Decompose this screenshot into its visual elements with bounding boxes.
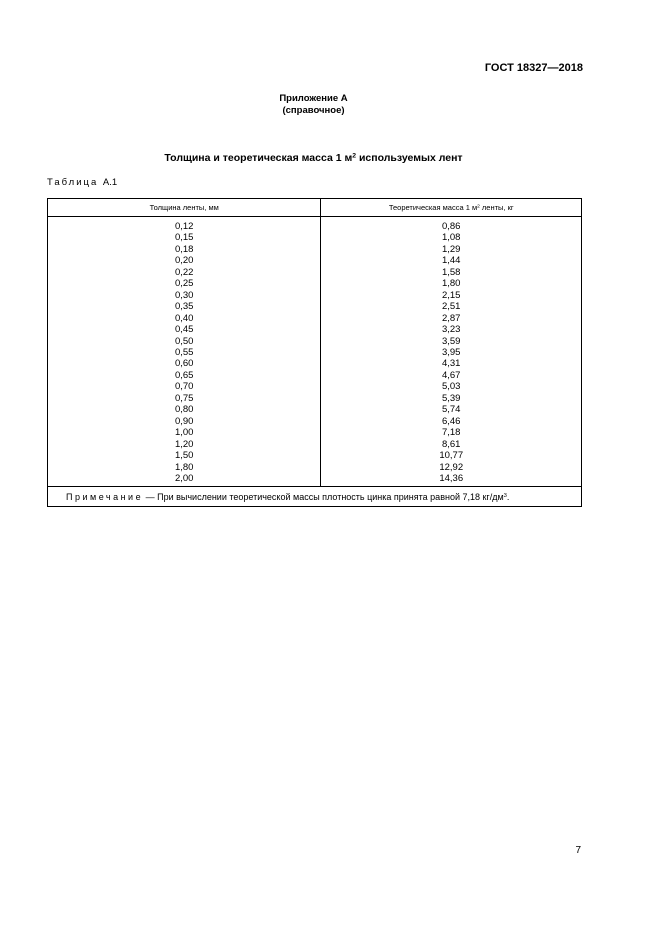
header-thickness: Толщина ленты, мм [48,199,321,217]
table-row [48,232,582,243]
section-title-text: Толщина и теоретическая масса 1 м [164,152,353,164]
thickness-cell: 0,90 [48,416,321,427]
mass-cell: 3,95 [321,347,582,358]
thickness-cell: 0,75 [48,393,321,404]
thickness-cell: 0,15 [48,232,321,243]
thickness-cell: 1,00 [48,427,321,438]
table-row [48,358,582,369]
thickness-cell: 0,45 [48,324,321,335]
table-row [48,347,582,358]
table-row [48,244,582,255]
note-label: Примечание [66,491,144,502]
thickness-cell: 0,25 [48,278,321,289]
table-body [48,217,582,487]
mass-cell: 6,46 [321,416,582,427]
table-row [48,217,582,233]
mass-cell: 12,92 [321,462,582,473]
thickness-cell: 0,50 [48,336,321,347]
table-row [48,473,582,487]
thickness-cell: 0,12 [48,217,321,233]
thickness-cell: 0,35 [48,301,321,312]
mass-cell: 5,74 [321,404,582,415]
mass-cell: 2,15 [321,290,582,301]
mass-cell: 1,29 [321,244,582,255]
table-row [48,439,582,450]
appendix-subtitle: (справочное) [282,105,345,116]
mass-cell: 0,86 [321,217,582,233]
section-title-superscript: 2 [352,152,357,160]
thickness-mass-table [47,198,582,507]
table-row [48,370,582,381]
table-row [48,450,582,461]
mass-cell: 1,58 [321,267,582,278]
table-row [48,324,582,335]
appendix-title: Приложение А [279,93,348,104]
thickness-cell: 0,40 [48,313,321,324]
thickness-cell: 0,65 [48,370,321,381]
thickness-cell: 0,22 [48,267,321,278]
thickness-cell: 2,00 [48,473,321,487]
mass-cell: 14,36 [321,473,582,487]
mass-cell: 8,61 [321,439,582,450]
header-mass-suffix: ленты, кг [479,203,514,212]
header-mass-text: Теоретическая масса 1 м [388,203,478,212]
mass-cell: 1,08 [321,232,582,243]
thickness-cell: 0,60 [48,358,321,369]
table-caption-word: Таблица [47,177,99,188]
mass-cell: 7,18 [321,427,582,438]
thickness-cell: 0,20 [48,255,321,266]
table-row [48,255,582,266]
table-row [48,336,582,347]
mass-cell: 1,44 [321,255,582,266]
mass-cell: 10,77 [321,450,582,461]
thickness-cell: 0,55 [48,347,321,358]
table-row [48,381,582,392]
thickness-cell: 1,80 [48,462,321,473]
table-row [48,313,582,324]
section-title-suffix: используемых лент [356,152,463,164]
mass-cell: 2,87 [321,313,582,324]
mass-cell: 4,67 [321,370,582,381]
section-title [0,152,627,164]
mass-cell: 5,39 [321,393,582,404]
thickness-cell: 1,50 [48,450,321,461]
table-header-row [48,199,582,217]
page-number: 7 [575,845,581,856]
table-caption-number: А.1 [102,177,118,188]
table-row [48,416,582,427]
table-note-row [48,487,582,507]
table-row [48,290,582,301]
mass-cell: 2,51 [321,301,582,312]
header-mass [321,199,582,217]
mass-cell: 1,80 [321,278,582,289]
table-note [48,487,582,507]
mass-cell: 3,59 [321,336,582,347]
thickness-cell: 0,70 [48,381,321,392]
note-end: . [506,491,510,502]
table-row [48,404,582,415]
mass-cell: 3,23 [321,324,582,335]
note-text: — При вычислении теоретической массы плотность цинка принята равной 7,18 кг/дм [143,491,504,502]
thickness-cell: 0,18 [48,244,321,255]
thickness-cell: 1,20 [48,439,321,450]
table-row [48,278,582,289]
thickness-cell: 0,30 [48,290,321,301]
table-row [48,462,582,473]
mass-cell: 5,03 [321,381,582,392]
thickness-cell: 0,80 [48,404,321,415]
note-superscript: 3 [503,492,507,499]
table-row [48,301,582,312]
mass-cell: 4,31 [321,358,582,369]
document-code: ГОСТ 18327—2018 [484,62,583,74]
table-row [48,393,582,404]
table-row [48,427,582,438]
table-caption [47,177,117,188]
header-mass-superscript: 2 [477,204,480,210]
table-row [48,267,582,278]
